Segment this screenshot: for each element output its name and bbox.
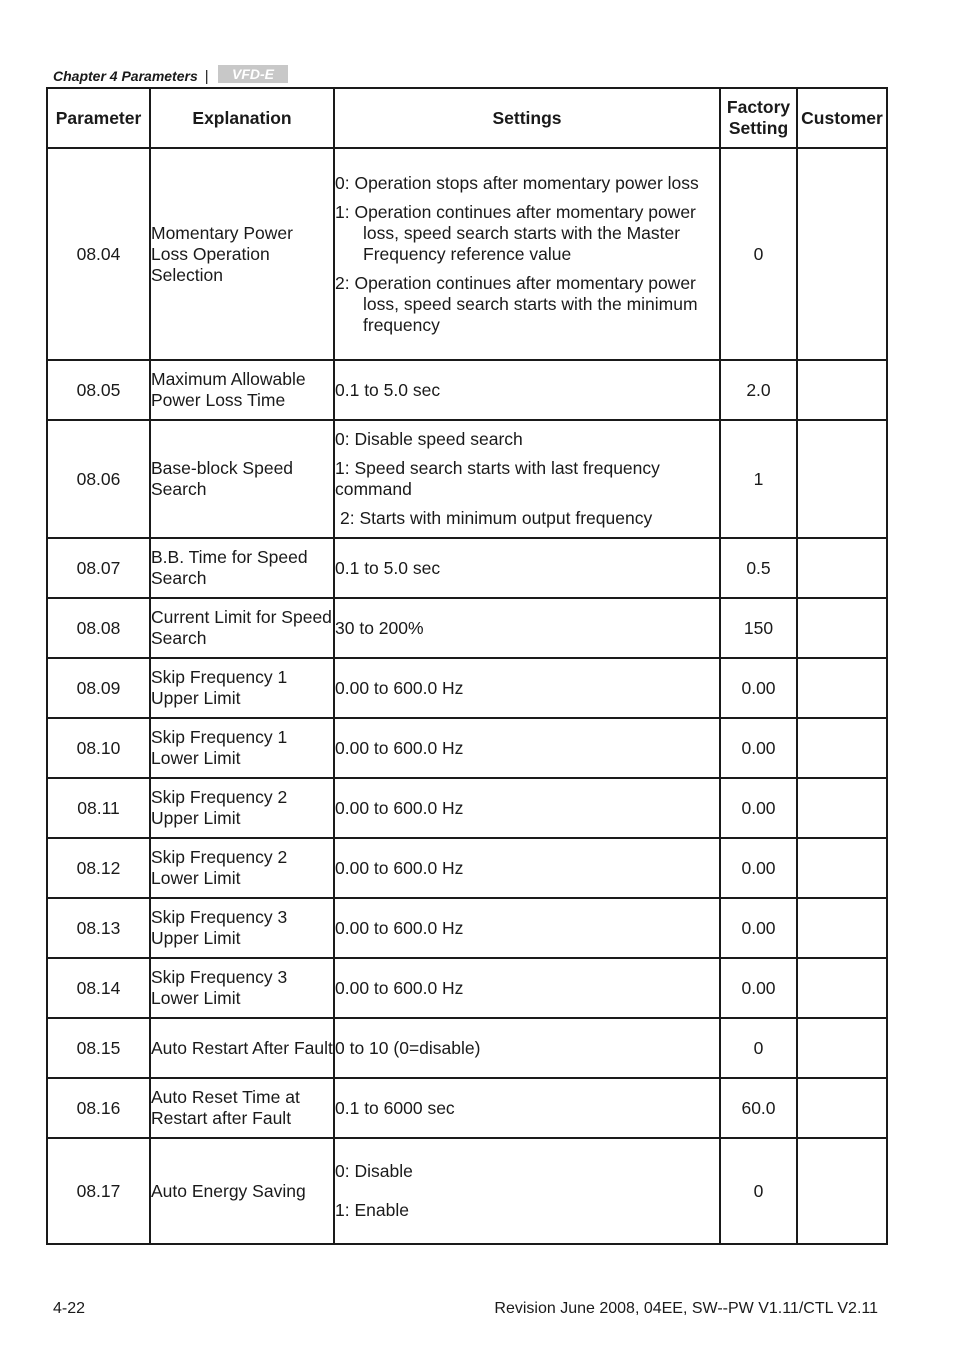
param-explanation: Skip Frequency 2 Upper Limit [150, 778, 334, 838]
param-explanation: Skip Frequency 3 Upper Limit [150, 898, 334, 958]
table-row [47, 360, 887, 420]
table-row [47, 838, 887, 898]
param-number: 08.11 [47, 778, 150, 838]
logo-text: VFD-E [231, 66, 274, 82]
factory-setting: 0.00 [720, 778, 797, 838]
factory-setting: 0 [720, 1138, 797, 1244]
param-number: 08.17 [47, 1138, 150, 1244]
table-row [47, 718, 887, 778]
param-explanation: Auto Reset Time at Restart after Fault [150, 1078, 334, 1138]
param-explanation: Skip Frequency 1 Lower Limit [150, 718, 334, 778]
table-row [47, 1138, 887, 1244]
param-number: 08.09 [47, 658, 150, 718]
param-explanation: Auto Restart After Fault [150, 1018, 334, 1078]
table-row [47, 958, 887, 1018]
factory-setting: 0.00 [720, 898, 797, 958]
param-settings [334, 360, 720, 420]
table-row [47, 420, 887, 538]
factory-setting: 150 [720, 598, 797, 658]
setting-option: 0.00 to 600.0 Hz [335, 677, 464, 698]
param-number: 08.16 [47, 1078, 150, 1138]
param-settings [334, 148, 720, 360]
factory-setting: 60.0 [720, 1078, 797, 1138]
setting-option: 2: Starts with minimum output frequency [340, 508, 653, 528]
vfd-e-logo [218, 65, 288, 83]
page-header [53, 66, 288, 86]
param-settings [334, 1078, 720, 1138]
param-settings [334, 538, 720, 598]
setting-option: 0 to 10 (0=disable) [335, 1037, 481, 1058]
param-number: 08.15 [47, 1018, 150, 1078]
factory-setting: 1 [720, 420, 797, 538]
param-settings [334, 598, 720, 658]
param-number: 08.10 [47, 718, 150, 778]
setting-option: 30 to 200% [335, 617, 424, 638]
param-settings [334, 838, 720, 898]
customer-setting [797, 420, 887, 538]
factory-setting: 0.5 [720, 538, 797, 598]
table-row [47, 1018, 887, 1078]
header-factory-line2: Setting [728, 118, 789, 138]
param-explanation: Skip Frequency 2 Lower Limit [150, 838, 334, 898]
param-settings [334, 1018, 720, 1078]
factory-setting: 0 [720, 148, 797, 360]
customer-setting [797, 898, 887, 958]
revision-info: Revision June 2008, 04EE, SW--PW V1.11/CTL V2.11 [494, 1300, 878, 1317]
setting-option: 1: Speed search starts with last frequency command [335, 458, 660, 499]
param-number: 08.06 [47, 420, 150, 538]
header-factory-line1: Factory [726, 97, 791, 117]
chapter-title: Chapter 4 Parameters [53, 68, 198, 84]
setting-option: 2: Operation continues after momentary power loss, speed search starts with the minimum frequency [335, 272, 698, 335]
param-settings [334, 1138, 720, 1244]
factory-setting: 0.00 [720, 958, 797, 1018]
param-settings [334, 958, 720, 1018]
param-number: 08.04 [47, 148, 150, 360]
page-number: 4-22 [53, 1300, 86, 1317]
factory-setting: 0.00 [720, 658, 797, 718]
customer-setting [797, 778, 887, 838]
table-row [47, 538, 887, 598]
setting-option: 0.00 to 600.0 Hz [335, 737, 464, 758]
customer-setting [797, 1138, 887, 1244]
customer-setting [797, 718, 887, 778]
customer-setting [797, 360, 887, 420]
param-number: 08.05 [47, 360, 150, 420]
param-settings [334, 898, 720, 958]
param-number: 08.12 [47, 838, 150, 898]
param-number: 08.07 [47, 538, 150, 598]
setting-option: 0.00 to 600.0 Hz [335, 977, 464, 998]
setting-option: 0.1 to 5.0 sec [335, 379, 441, 400]
table-header-row [47, 88, 887, 148]
param-settings [334, 420, 720, 538]
setting-option: 0.00 to 600.0 Hz [335, 917, 464, 938]
factory-setting: 2.0 [720, 360, 797, 420]
factory-setting: 0.00 [720, 718, 797, 778]
setting-option: 0.00 to 600.0 Hz [335, 797, 464, 818]
header-factory-setting [720, 88, 797, 148]
customer-setting [797, 958, 887, 1018]
param-settings [334, 778, 720, 838]
table-row [47, 148, 887, 360]
customer-setting [797, 658, 887, 718]
param-number: 08.13 [47, 898, 150, 958]
table-row [47, 598, 887, 658]
header-customer: Customer [797, 88, 887, 148]
setting-option: 0.1 to 6000 sec [335, 1097, 455, 1118]
factory-setting: 0 [720, 1018, 797, 1078]
customer-setting [797, 1018, 887, 1078]
setting-option: 0.00 to 600.0 Hz [335, 857, 464, 878]
setting-option: 1: Enable [335, 1200, 409, 1220]
param-explanation: Base-block Speed Search [150, 420, 334, 538]
param-settings [334, 658, 720, 718]
setting-option: 0: Operation stops after momentary power loss [335, 172, 699, 193]
param-explanation: Skip Frequency 3 Lower Limit [150, 958, 334, 1018]
param-explanation: B.B. Time for Speed Search [150, 538, 334, 598]
setting-option: 0: Disable [335, 1161, 413, 1181]
table-row [47, 778, 887, 838]
param-settings [334, 718, 720, 778]
param-number: 08.14 [47, 958, 150, 1018]
setting-option: 1: Operation continues after momentary power loss, speed search starts with the Master Frequency reference value [335, 201, 696, 264]
header-explanation: Explanation [150, 88, 334, 148]
param-number: 08.08 [47, 598, 150, 658]
param-explanation: Skip Frequency 1 Upper Limit [150, 658, 334, 718]
param-explanation: Auto Energy Saving [150, 1138, 334, 1244]
customer-setting [797, 598, 887, 658]
header-parameter: Parameter [47, 88, 150, 148]
table-row [47, 658, 887, 718]
header-settings: Settings [334, 88, 720, 148]
customer-setting [797, 538, 887, 598]
param-explanation: Momentary Power Loss Operation Selection [150, 148, 334, 360]
table-row [47, 1078, 887, 1138]
parameter-table [46, 87, 888, 1245]
header-separator: | [204, 67, 209, 85]
customer-setting [797, 148, 887, 360]
customer-setting [797, 838, 887, 898]
param-explanation: Current Limit for Speed Search [150, 598, 334, 658]
factory-setting: 0.00 [720, 838, 797, 898]
setting-option: 0.1 to 5.0 sec [335, 557, 441, 578]
table-row [47, 898, 887, 958]
param-explanation: Maximum Allowable Power Loss Time [150, 360, 334, 420]
customer-setting [797, 1078, 887, 1138]
setting-option: 0: Disable speed search [335, 429, 523, 449]
